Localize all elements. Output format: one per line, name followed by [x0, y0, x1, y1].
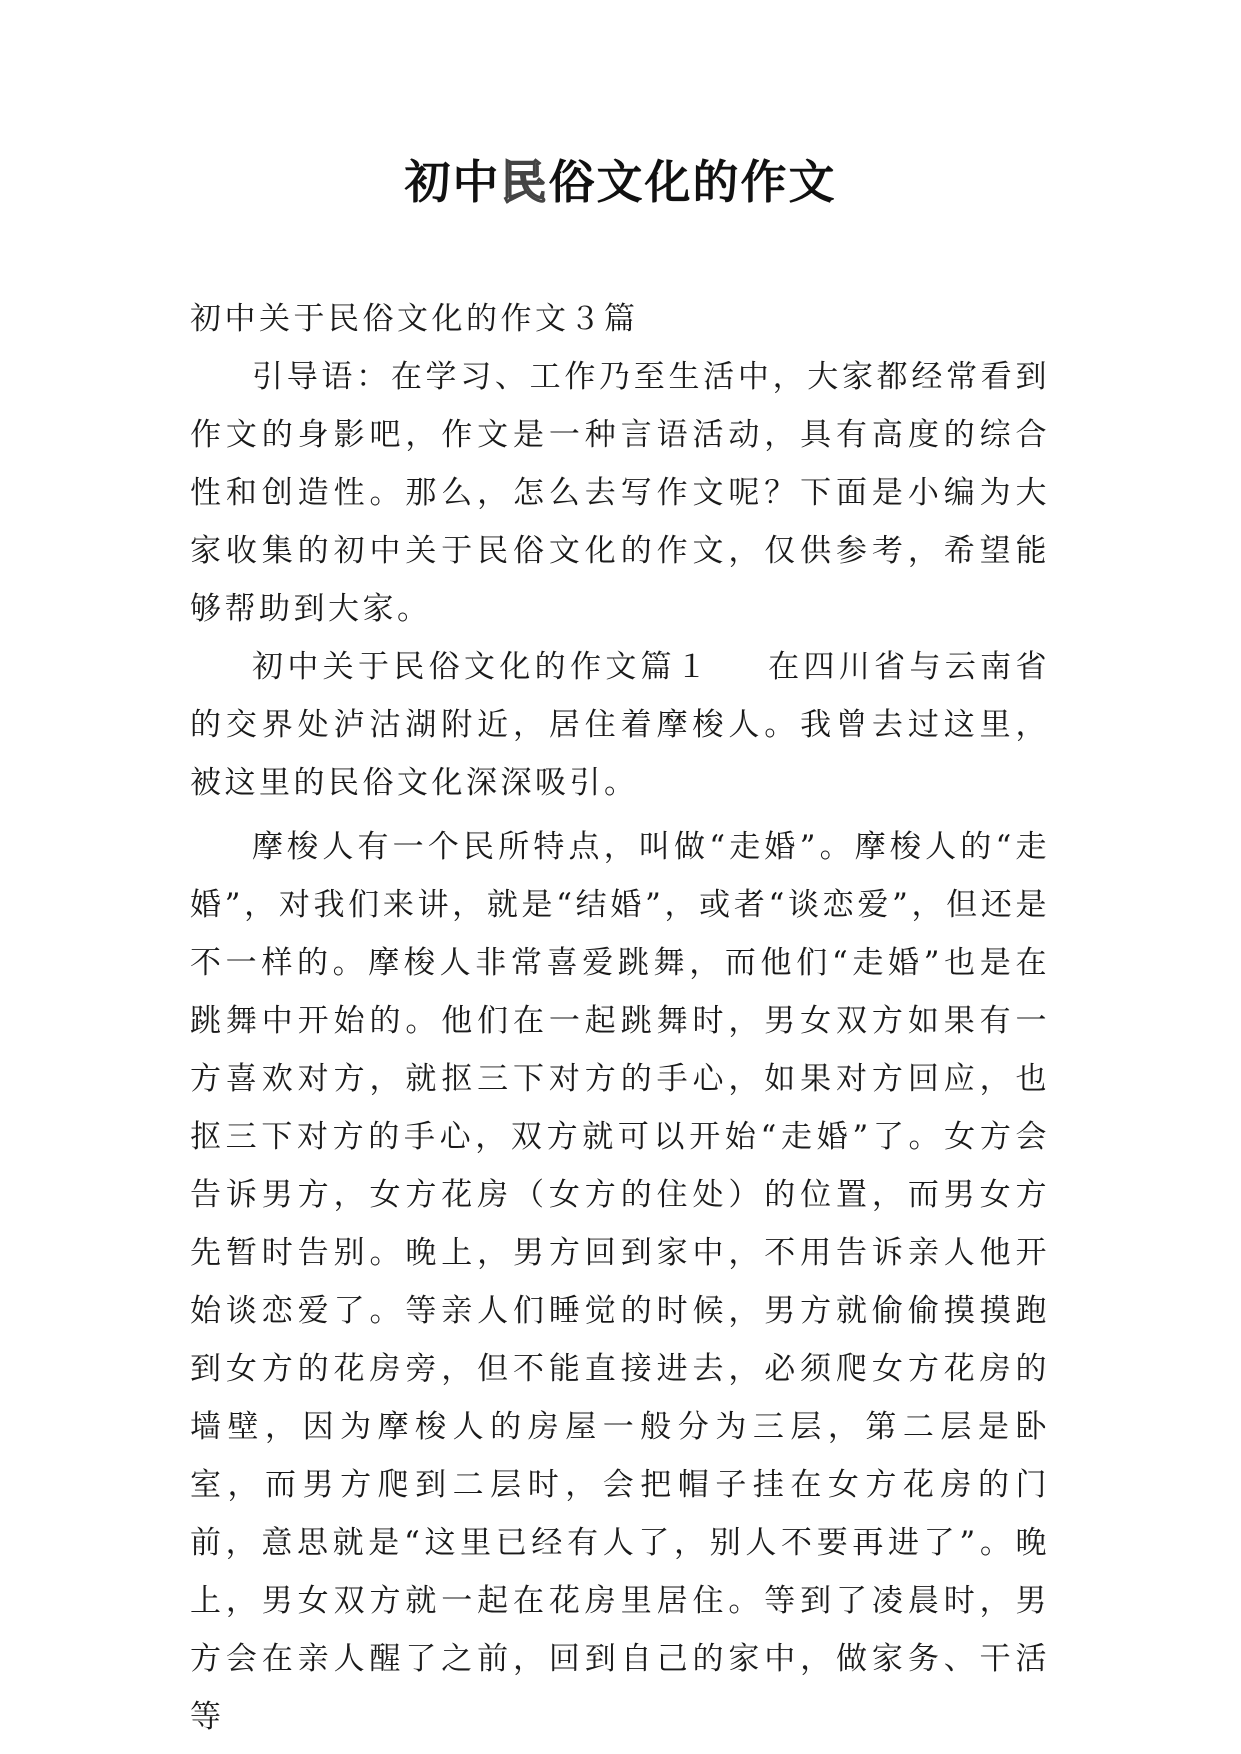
section-1-text: 在四川省与云南省的交界处泸沽湖附近，居住着摩梭人。我曾去过这里，被这里的民俗文化深深吸引。 [190, 649, 1051, 801]
intro-paragraph: 引导语：在学习、工作乃至生活中，大家都经常看到作文的身影吧，作文是一种言语活动，具有高度的综合性和创造性。那么，怎么去写作文呢？下面是小编为大家收集的初中关于民俗文化的作文，仅供参考，希望能够帮助到大家。 [190, 359, 1050, 627]
title-highlight-char: 民 [500, 155, 549, 209]
title-suffix: 俗文化的作文 [548, 155, 837, 209]
document-title [0, 152, 1241, 212]
title-prefix: 初中 [404, 155, 501, 209]
section-1-paragraph [190, 638, 1050, 812]
document-body [190, 290, 1050, 1746]
section-1-heading: 初中关于民俗文化的作文篇１ [252, 649, 712, 685]
body-paragraph: 摩梭人有一个民所特点，叫做“走婚”。摩梭人的“走婚”，对我们来讲，就是“结婚”，或者“谈恋爱”，但还是不一样的。摩梭人非常喜爱跳舞，而他们“走婚”也是在跳舞中开始的。他们在一起跳舞时，男女双方如果有一方喜欢对方，就抠三下对方的手心，如果对方回应，也抠三下对方的手心，双方就可以开始“走婚”了。女方会告诉男方，女方花房（女方的住处）的位置，而男女方先暂时告别。晚上，男方回到家中，不用告诉亲人他开始谈恋爱了。等亲人们睡觉的时候，男方就偷偷摸摸跑到女方的花房旁，但不能直接进去，必须爬女方花房的墙壁，因为摩梭人的房屋一般分为三层，第二层是卧室，而男方爬到二层时，会把帽子挂在女方花房的门前，意思就是“这里已经有人了，别人不要再进了”。晚上，男女双方就一起在花房里居住。等到了凌晨时，男方会在亲人醒了之前，回到自己的家中，做家务、干活等 [190, 829, 1050, 1735]
document-subtitle: 初中关于民俗文化的作文３篇 [190, 301, 639, 337]
